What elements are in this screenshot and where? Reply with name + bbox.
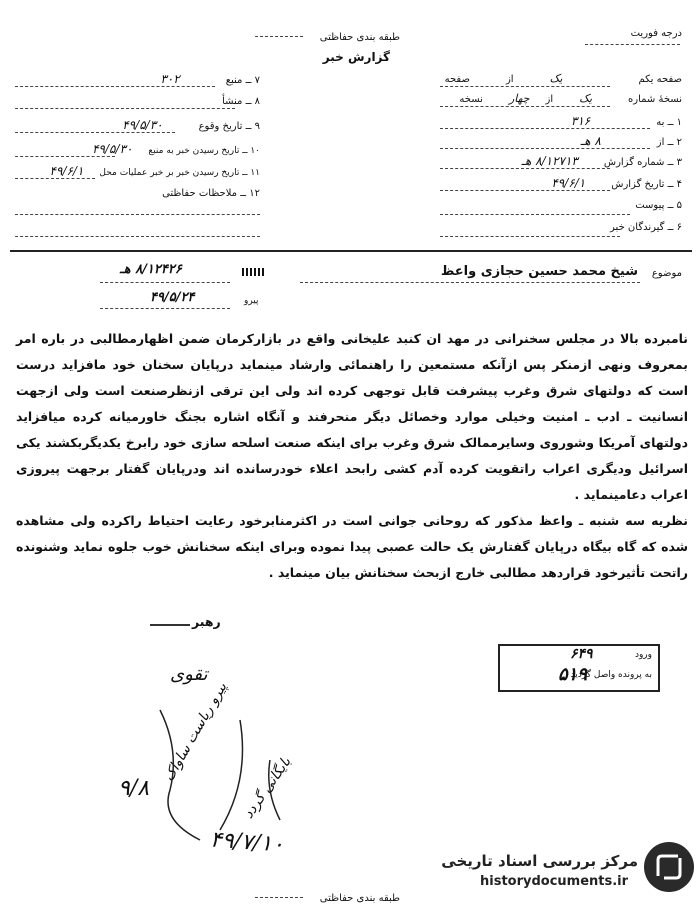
receipt-ops-value: ۴۹/۶/۱ bbox=[49, 164, 84, 178]
copy-line bbox=[440, 106, 610, 107]
report-no-line bbox=[440, 168, 610, 169]
page-line bbox=[440, 86, 610, 87]
classification-top-line bbox=[255, 36, 303, 37]
source-row bbox=[160, 72, 260, 86]
report-no-row bbox=[521, 154, 682, 168]
classification-bottom-line bbox=[255, 897, 303, 898]
ref-number: ۸/۱۲۴۲۶ هـ bbox=[120, 262, 182, 277]
copy-of: از bbox=[545, 94, 554, 105]
marginal-note-1: تقوی bbox=[170, 664, 208, 685]
stamp-line-2: به پرونده واصل گردید bbox=[570, 670, 652, 680]
subject-value: شیخ محمد حسین حجازی واعظ bbox=[440, 264, 638, 279]
attachment-line bbox=[440, 214, 630, 215]
receipt-source-row bbox=[92, 142, 260, 156]
ref-date-line bbox=[100, 308, 230, 309]
copy-label: نسخهٔ شماره bbox=[628, 94, 682, 105]
ref-marks: پیرو bbox=[244, 296, 259, 306]
body-signature: رهبر bbox=[192, 614, 221, 629]
report-no-label: ۳ ــ شماره گزارش bbox=[603, 157, 682, 168]
subject-line bbox=[300, 282, 640, 283]
page-word: صفحه bbox=[444, 74, 470, 85]
from-line bbox=[440, 148, 650, 149]
report-date-line bbox=[440, 190, 610, 191]
copy-count: چهار bbox=[508, 92, 530, 105]
copy-number: یک bbox=[579, 92, 593, 105]
classification-bottom: طبقه بندی حفاظتی bbox=[319, 893, 400, 904]
report-no-value: ۸/۱۲۷۱۳ هـ bbox=[521, 154, 578, 168]
from-value: ۸ هـ bbox=[580, 134, 601, 148]
from-label: ۲ ــ از bbox=[656, 137, 682, 148]
receipt-ops-row bbox=[50, 164, 260, 178]
ref-date: ۴۹/۵/۲۴ bbox=[150, 290, 195, 305]
copy-row bbox=[459, 92, 682, 105]
stamp-code: ۵۱۹ bbox=[558, 664, 588, 685]
event-date-value: ۴۹/۵/۳۰ bbox=[122, 118, 163, 132]
attachment-label: ۵ ــ پیوست bbox=[635, 200, 682, 211]
receipt-ops-label: ۱۱ ــ تاریخ رسیدن خبر بر خبر عملیات محل bbox=[99, 168, 260, 178]
marginal-note-3: بایگانی گردد bbox=[240, 754, 295, 822]
source-line bbox=[15, 86, 215, 87]
to-label: ۱ ــ به bbox=[656, 117, 682, 128]
header-separator bbox=[10, 250, 692, 252]
body-paragraph-2: نظریه سه شنبه ـ واعظ مذکور که روحانی جوانی است در اکثرمنابرخود رعایت احتیاط راکرده ولی مشاهده شده که گاه بیگاه درپایان گفتارش یک حالت عصبی پیدا نموده وبرای اینکه سخنانش خوب جلوه نماید وشنونده راتحت تأثیرخود قراردهد مطالبی خارج ازبحث سخنانش بیان مینماید . bbox=[16, 513, 688, 580]
notes-line-2 bbox=[15, 236, 260, 237]
classification-top: طبقه بندی حفاظتی bbox=[319, 32, 400, 43]
event-date-line bbox=[15, 132, 175, 133]
notes-line bbox=[15, 214, 260, 215]
event-date-row bbox=[122, 118, 260, 132]
report-date-value: ۴۹/۶/۱ bbox=[551, 176, 586, 190]
report-title: گزارش خبر bbox=[322, 50, 390, 64]
origin-line bbox=[15, 108, 235, 109]
receipt-source-label: ۱۰ ــ تاریخ رسیدن خبر به منبع bbox=[148, 146, 260, 156]
notes-label: ۱۲ ــ ملاحظات حفاظتی bbox=[162, 188, 260, 199]
page-row bbox=[445, 72, 682, 85]
marginal-note-4: ۹/۸ bbox=[118, 776, 150, 801]
archive-logo-icon bbox=[644, 842, 694, 892]
source-label: ۷ ــ منبع bbox=[225, 75, 260, 86]
copy-word: نسخه bbox=[459, 94, 483, 105]
watermark-text-fa: مرکز بررسی اسناد تاریخی bbox=[441, 852, 638, 870]
to-value: ۳۱۶ bbox=[570, 114, 591, 128]
receipt-ops-line bbox=[15, 178, 95, 179]
signature-dash bbox=[150, 624, 190, 626]
marginal-note-2: پیرو ریاست ساواک bbox=[160, 679, 231, 785]
subject-label: موضوع bbox=[651, 268, 682, 279]
body-paragraph-1: نامبرده بالا در مجلس سخنرانی در مهد ان کنبد علیخانی واقع در بازارکرمان ضمن اظهارمطالبی در باره امر بمعروف ونهی ازمنکر پس ازآنکه مستمعین را راهنمائی وارشاد مینماید درپایان سخنان خود مافزاید درست است که دولتهای شرق وغرب پیشرفت قابل توجهی کرده اند ولی این ترقی ازنظرصنعت است ولی ازجهت انسانیت ـ ادب ـ امنیت وخیلی موارد وخصائل دیگر منحرفند و آنگاه اشاره بجنگ خاورمیانه کرده میافزاید دولتهای آمریکا وشوروی وسایرممالک شرق وغرب برای اینکه صنعت اسلحه سازی خود رابرخ یکدیگربکشند یکی اسرائیل ودیگری اعراب راتقویت کرده آدم کشی رابحد اعلاء خودرسانده اند ودرپایان گفتار برجهت پیروزی اعراب دعامینماید . bbox=[16, 331, 688, 502]
event-date-label: ۹ ــ تاریخ وقوع bbox=[198, 121, 260, 132]
report-date-label: ۴ ــ تاریخ گزارش bbox=[611, 179, 682, 190]
recipients-line bbox=[440, 236, 620, 237]
page-label: صفحه یکم bbox=[638, 74, 682, 85]
ref-hatch bbox=[242, 268, 264, 276]
report-body bbox=[16, 326, 688, 586]
stamp-number: ۶۴۹ bbox=[570, 646, 593, 662]
origin-label: ۸ ــ منشأ bbox=[222, 96, 260, 107]
to-line bbox=[440, 128, 650, 129]
from-row bbox=[581, 134, 682, 148]
source-value: ۳۰۲ bbox=[160, 72, 180, 86]
recipients-label: ۶ ــ گیرندگان خبر bbox=[610, 222, 682, 233]
stamp-line-1: ورود bbox=[634, 650, 652, 660]
handwritten-scribble bbox=[120, 680, 320, 860]
to-row bbox=[571, 114, 682, 128]
report-date-row bbox=[551, 176, 682, 190]
receipt-stamp bbox=[498, 644, 660, 692]
receipt-source-line bbox=[15, 156, 115, 157]
ref-number-line bbox=[100, 282, 230, 283]
watermark-url: historydocuments.ir bbox=[480, 874, 629, 889]
receipt-source-value: ۴۹/۵/۳۰ bbox=[92, 142, 133, 156]
priority-label: درجه فوریت bbox=[630, 28, 682, 39]
page-of: از bbox=[505, 74, 514, 85]
priority-line bbox=[585, 44, 680, 45]
marginal-note-5: ۴۹/۷/۱۰ bbox=[209, 827, 285, 858]
page-count: یک bbox=[549, 72, 563, 85]
